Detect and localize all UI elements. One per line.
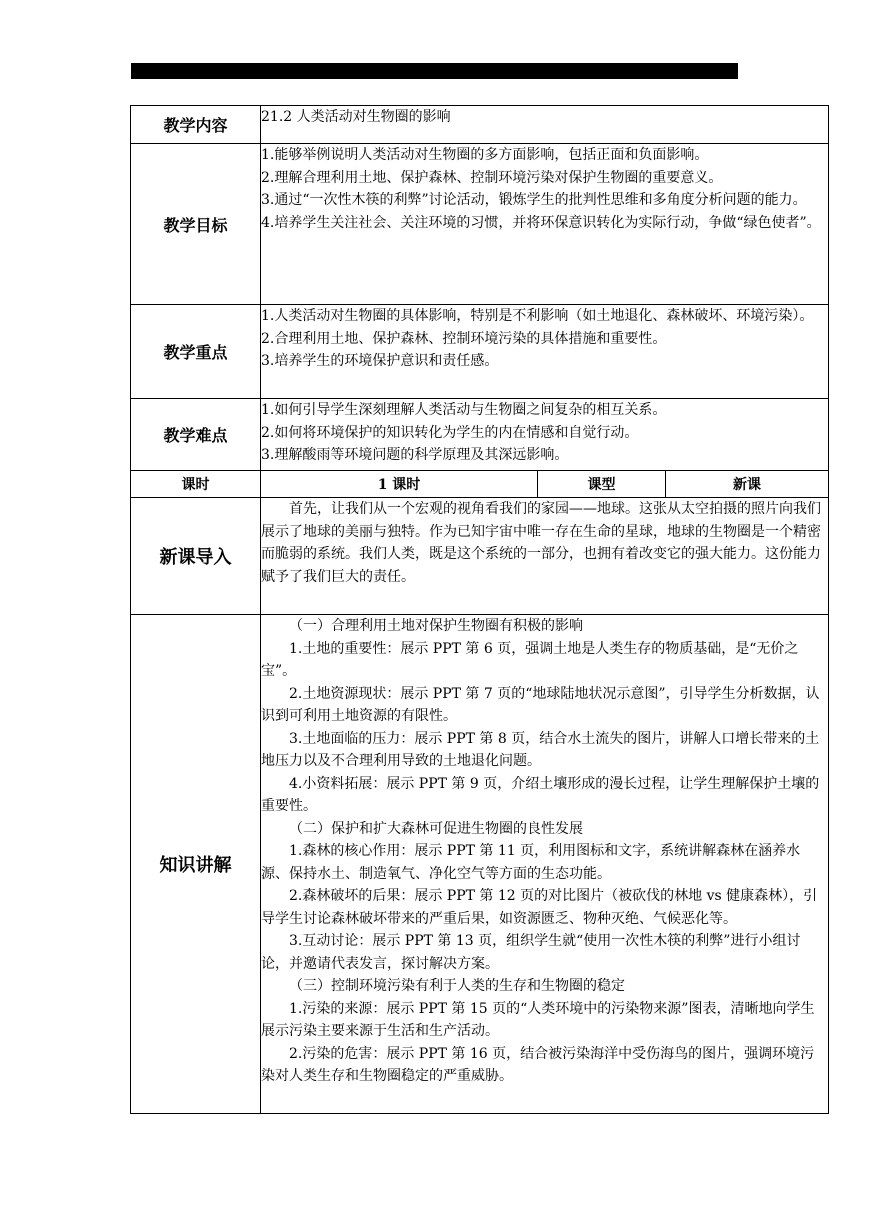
difficulty-item: 2.如何将环境保护的知识转化为学生的内在情感和自觉行动。 — [261, 424, 639, 441]
lecture-paragraph: 4.小资料拓展：展示 PPT 第 9 页，介绍土壤形成的漫长过程，让学生理解保护土壤的重要性。 — [261, 775, 820, 814]
key-point-item: 1.人类活动对生物圈的具体影响，特别是不利影响（如土地退化、森林破坏、环境污染）。 — [261, 308, 814, 324]
difficulty-item: 1.如何引导学生深刻理解人类活动与生物圈之间复杂的相互关系。 — [261, 402, 667, 418]
key-points-label: 教学重点 — [131, 305, 261, 399]
teaching-objectives-list — [261, 144, 829, 305]
objective-item: 3.通过“一次性木筷的利弊”讨论活动，锻炼学生的批判性思维和多角度分析问题的能力。 — [261, 192, 807, 208]
key-point-item: 2.合理利用土地、保护森林、控制环境污染的具体措施和重要性。 — [261, 330, 667, 347]
lecture-paragraph: 2.森林破坏的后果：展示 PPT 第 12 页的对比图片（被砍伐的林地 vs 健康森林），引导学生讨论森林破坏带来的严重后果，如资源匮乏、物种灭绝、气候恶化等。 — [261, 888, 818, 927]
intro-text: 首先，让我们从一个宏观的视角看我们的家园——地球。这张从太空拍摄的照片向我们展示了地球的美丽与独特。作为已知宇宙中唯一存在生命的星球，地球的生物圈是一个精密而脆弱的系统。我们人类，既是这个系统的一部分，也拥有着改变它的强大能力。这份能力赋予了我们巨大的责任。 — [261, 501, 821, 585]
class-hours-value: 1 课时 — [261, 471, 538, 498]
header-black-bar — [131, 63, 738, 79]
teaching-objectives-label: 教学目标 — [131, 144, 261, 305]
objective-item: 2.理解合理利用土地、保护森林、控制环境污染对保护生物圈的重要意义。 — [261, 169, 723, 186]
row-teaching-objectives — [131, 144, 829, 305]
teaching-content-text: 21.2 人类活动对生物圈的影响 — [261, 109, 451, 125]
lecture-paragraph: 3.土地面临的压力：展示 PPT 第 8 页，结合水土流失的图片，讲解人口增长带来的土地压力以及不合理利用导致的土地退化问题。 — [261, 730, 820, 769]
lecture-paragraph: 2.土地资源现状：展示 PPT 第 7 页的“地球陆地状况示意图”，引导学生分析数据，认识到可利用土地资源的有限性。 — [261, 685, 820, 724]
lecture-label: 知识讲解 — [131, 615, 261, 1114]
difficulties-list — [261, 399, 829, 471]
row-teaching-content — [131, 106, 829, 144]
difficulties-label: 教学难点 — [131, 399, 261, 471]
lecture-paragraph: 1.污染的来源：展示 PPT 第 15 页的“人类环境中的污染物来源”图表，清晰地向学生展示污染主要来源于生活和生产活动。 — [261, 1000, 815, 1039]
objective-item: 1.能够举例说明人类活动对生物圈的多方面影响，包括正面和负面影响。 — [261, 147, 709, 163]
teaching-content-label: 教学内容 — [131, 106, 261, 144]
intro-label: 新课导入 — [131, 498, 261, 615]
difficulty-item: 3.理解酸雨等环境问题的科学原理及其深远影响。 — [261, 447, 569, 463]
row-intro — [131, 498, 829, 615]
lecture-section-heading: （一）合理利用土地对保护生物圈有积极的影响 — [289, 618, 583, 634]
key-points-list — [261, 305, 829, 399]
lecture-section-heading: （三）控制环境污染有利于人类的生存和生物圈的稳定 — [289, 978, 625, 994]
lesson-plan-table — [130, 105, 829, 1114]
lecture-content — [261, 615, 829, 1114]
lecture-section-heading: （二）保护和扩大森林可促进生物圈的良性发展 — [289, 820, 583, 837]
objective-item: 4.培养学生关注社会、关注环境的习惯，并将环保意识转化为实际行动，争做“绿色使者”。 — [261, 214, 821, 231]
row-difficulties — [131, 399, 829, 471]
row-key-points — [131, 305, 829, 399]
lecture-paragraph: 1.土地的重要性：展示 PPT 第 6 页，强调土地是人类生存的物质基础，是“无价之宝”。 — [261, 640, 799, 679]
lesson-type-label: 课型 — [538, 471, 666, 498]
teaching-content-value — [261, 106, 829, 144]
class-hours-label: 课时 — [131, 471, 261, 498]
lecture-paragraph: 2.污染的危害：展示 PPT 第 16 页，结合被污染海洋中受伤海鸟的图片，强调环境污染对人类生存和生物圈稳定的严重威胁。 — [261, 1045, 815, 1084]
intro-content — [261, 498, 829, 615]
lesson-type-value: 新课 — [666, 471, 829, 498]
row-lecture — [131, 615, 829, 1114]
lecture-paragraph: 3.互动讨论：展示 PPT 第 13 页，组织学生就“使用一次性木筷的利弊”进行小组讨论，并邀请代表发言，探讨解决方案。 — [261, 933, 801, 972]
key-point-item: 3.培养学生的环境保护意识和责任感。 — [261, 353, 499, 369]
row-schedule — [131, 471, 829, 498]
lecture-paragraph: 1.森林的核心作用：展示 PPT 第 11 页，利用图标和文字，系统讲解森林在涵养水源、保持水土、制造氧气、净化空气等方面的生态功能。 — [261, 843, 801, 882]
